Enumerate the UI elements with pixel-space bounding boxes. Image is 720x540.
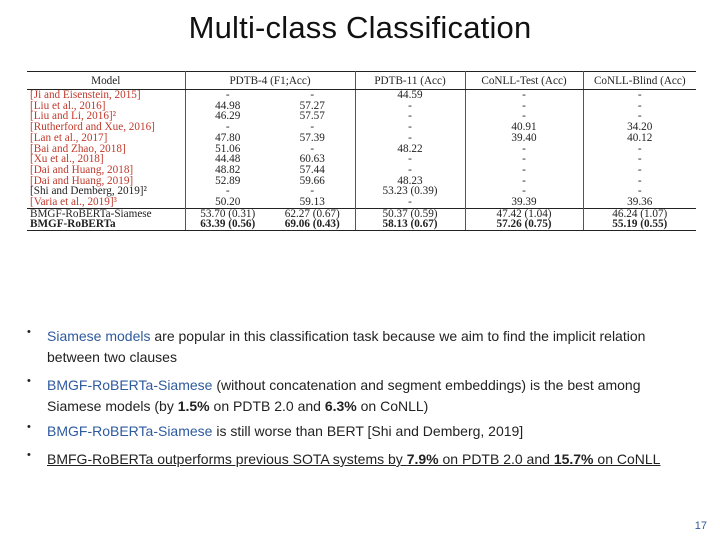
value-cell-pdtb11: -: [355, 101, 465, 112]
bullet-text-segment: (without concatenation and segment embeddings) is the best among Siamese models (by: [47, 377, 641, 414]
value-cell-f1: -: [225, 89, 230, 101]
value-cell-f1: 48.82: [215, 163, 241, 176]
model-name-cell: [Liu et al., 2016]: [27, 101, 185, 112]
value-cell-f1: 47.80: [215, 131, 241, 144]
value-cell-pdtb11: 48.23: [355, 176, 465, 187]
bullet-text-segment: Siamese models: [47, 328, 151, 344]
slide-title: Multi-class Classification: [188, 10, 532, 45]
value-cell-blind: 40.12: [627, 131, 653, 144]
value-cell-test: -: [465, 186, 583, 197]
value-cell-pdtb11: -: [355, 122, 465, 133]
value-cell-blind: -: [637, 163, 642, 176]
bullet-text-segment: on CoNLL: [593, 451, 661, 467]
value-cell-test: -: [465, 154, 583, 165]
model-name-cell: [Dai and Huang, 2018]: [27, 165, 185, 176]
value-cell-f1: 50.20: [215, 196, 241, 209]
value-cell-test: -: [465, 176, 583, 187]
value-cell-blind: -: [637, 89, 642, 101]
value-cell-pdtb11: -: [355, 154, 465, 165]
value-cell-test: -: [465, 90, 583, 101]
value-cell-acc: -: [270, 186, 355, 197]
value-cell-test: 57.26 (0.75): [465, 219, 583, 230]
bullet-text-segment: 1.5%: [177, 398, 210, 414]
bullet-text-segment: 15.7%: [553, 451, 594, 467]
value-cell-acc: 59.66: [270, 176, 355, 187]
value-cell-f1: -: [225, 121, 230, 134]
value-cell-acc: 62.27 (0.67): [270, 208, 355, 219]
results-table: [27, 71, 696, 231]
page-number: 17: [694, 520, 707, 532]
value-cell-pdtb11: -: [355, 111, 465, 122]
value-cell-blind: -: [637, 99, 642, 112]
header-conll-test: CoNLL-Test (Acc): [465, 72, 583, 90]
value-cell-acc: -: [270, 144, 355, 155]
value-cell-acc: 60.63: [270, 154, 355, 165]
bullet-text-segment: BMFG-RoBERTa outperforms previous SOTA systems by: [47, 451, 407, 467]
value-cell-f1: 44.98: [215, 99, 241, 112]
table-row: [27, 186, 696, 197]
value-cell-acc: -: [270, 90, 355, 101]
value-cell-blind: 46.24 (1.07): [583, 208, 696, 219]
value-cell-blind: 55.19 (0.55): [583, 219, 696, 230]
bullet-text-segment: 6.3%: [324, 398, 357, 414]
value-cell-pdtb11: 44.59: [355, 90, 465, 101]
value-cell-test: -: [465, 101, 583, 112]
table-row: [27, 90, 696, 101]
value-cell-acc: 57.44: [270, 165, 355, 176]
bullet-text-segment: BMGF-RoBERTa-Siamese: [47, 377, 213, 393]
table-row: [27, 144, 696, 155]
bullet-text-segment: are popular in this classification task because we aim to find the implicit relation between two clauses: [47, 328, 646, 365]
table-row: [27, 133, 696, 144]
bullet-text-segment: is still worse than BERT [Shi and Demberg, 2019]: [212, 423, 524, 439]
bullet-dot-icon: •: [27, 375, 31, 387]
bullet-text-segment: on CoNLL): [356, 398, 429, 414]
model-name-cell: [Xu et al., 2018]: [27, 154, 185, 165]
table-row: [27, 122, 696, 133]
model-name-cell: [Lan et al., 2017]: [27, 133, 185, 144]
model-name-cell: [Varia et al., 2019]³: [27, 197, 185, 208]
value-cell-test: -: [465, 111, 583, 122]
model-name-cell: [Bai and Zhao, 2018]: [27, 144, 185, 155]
value-cell-acc: 69.06 (0.43): [270, 219, 355, 230]
value-cell-test: 39.40: [465, 133, 583, 144]
table-row: [27, 219, 696, 230]
bullet-dot-icon: •: [27, 326, 31, 338]
value-cell-blind: -: [637, 142, 642, 155]
header-conll-blind: CoNLL-Blind (Acc): [583, 72, 696, 90]
bullet-text-segment: BMGF-RoBERTa-Siamese: [47, 423, 213, 439]
model-name-cell: [Rutherford and Xue, 2016]: [27, 122, 185, 133]
value-cell-test: -: [465, 165, 583, 176]
bullet-text: [47, 421, 697, 442]
value-cell-test: 47.42 (1.04): [465, 208, 583, 219]
value-cell-pdtb11: 48.22: [355, 144, 465, 155]
table-header-row: [27, 72, 696, 90]
value-cell-pdtb11: -: [355, 197, 465, 208]
model-name-cell: [Shi and Demberg, 2019]²: [27, 186, 185, 197]
bullet-text-segment: on PDTB 2.0 and: [438, 451, 554, 467]
bullet-dot-icon: •: [27, 421, 31, 433]
model-name-cell: [Liu and Li, 2016]²: [27, 111, 185, 122]
value-cell-blind: -: [637, 153, 642, 166]
bullet-text-segment: 7.9%: [406, 451, 439, 467]
value-cell-acc: 57.27: [270, 101, 355, 112]
value-cell-pdtb11: -: [355, 165, 465, 176]
table-row: [27, 208, 696, 219]
bullet-text: [47, 326, 697, 368]
value-cell-f1: 63.39 (0.56): [185, 219, 270, 230]
value-cell-blind: -: [637, 174, 642, 187]
header-model: Model: [27, 72, 185, 90]
value-cell-blind: -: [637, 185, 642, 198]
value-cell-test: 40.91: [465, 122, 583, 133]
bullet-text: [47, 449, 697, 470]
model-name-cell: BMGF-RoBERTa-Siamese: [27, 208, 185, 219]
header-pdtb4: PDTB-4 (F1;Acc): [185, 72, 355, 90]
value-cell-acc: -: [270, 122, 355, 133]
bullet-text: [47, 375, 697, 417]
bullet-dot-icon: •: [27, 449, 31, 461]
value-cell-pdtb11: 53.23 (0.39): [355, 186, 465, 197]
value-cell-f1: 52.89: [215, 174, 241, 187]
value-cell-test: 39.39: [465, 197, 583, 208]
table-row: [27, 101, 696, 112]
value-cell-f1: 51.06: [215, 142, 241, 155]
value-cell-pdtb11: -: [355, 133, 465, 144]
header-pdtb11: PDTB-11 (Acc): [355, 72, 465, 90]
value-cell-acc: 57.57: [270, 111, 355, 122]
model-name-cell: BMGF-RoBERTa: [27, 219, 185, 230]
value-cell-f1: -: [225, 185, 230, 198]
value-cell-blind: -: [637, 110, 642, 123]
table-row: [27, 197, 696, 208]
value-cell-pdtb11: 58.13 (0.67): [355, 219, 465, 230]
model-name-cell: [Ji and Eisenstein, 2015]: [27, 90, 185, 101]
value-cell-test: -: [465, 144, 583, 155]
value-cell-acc: 59.13: [270, 197, 355, 208]
value-cell-f1: 53.70 (0.31): [185, 208, 270, 219]
bullet-text-segment: on PDTB 2.0 and: [209, 398, 325, 414]
value-cell-blind: 39.36: [627, 196, 653, 209]
value-cell-acc: 57.39: [270, 133, 355, 144]
value-cell-f1: 46.29: [215, 110, 241, 123]
model-name-cell: [Dai and Huang, 2019]: [27, 176, 185, 187]
value-cell-blind: 34.20: [627, 121, 653, 134]
value-cell-pdtb11: 50.37 (0.59): [355, 208, 465, 219]
value-cell-f1: 44.48: [215, 153, 241, 166]
